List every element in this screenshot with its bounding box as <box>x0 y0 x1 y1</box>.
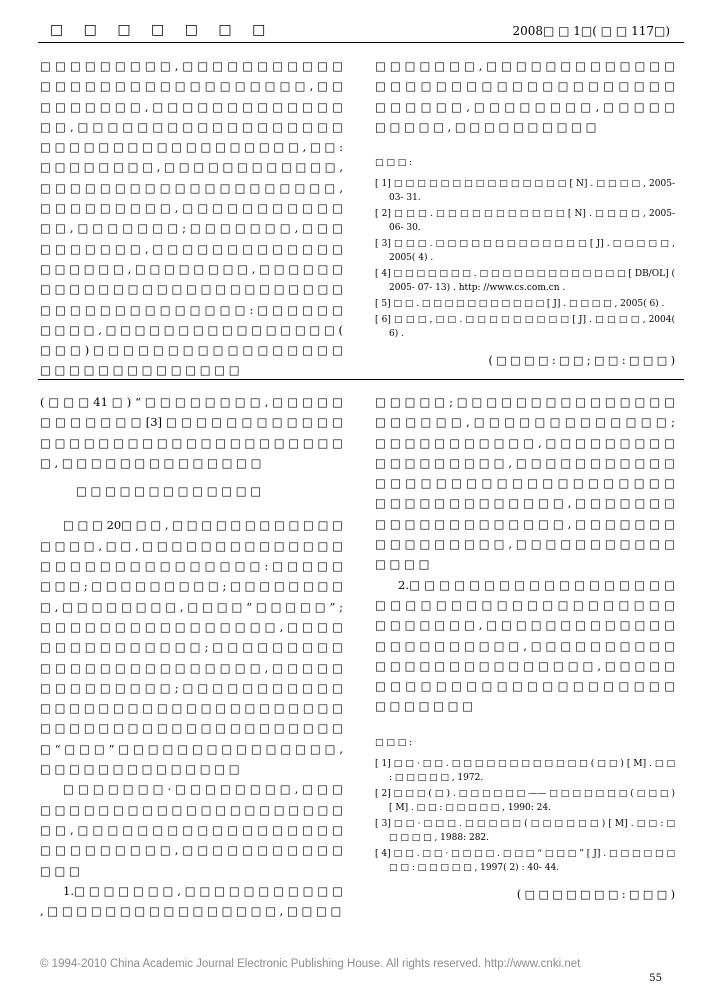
references-title: □ □ □ : <box>375 737 413 748</box>
intro-paragraph: ( □ □ □ 41 □ ) “ □ □ □ □ □ □ □ □ , □ □ □ □ □ □ □ □ □ □ □ □ [3] □ □ □ □ □ □ □ □ □ □ □ □ □ □ □ □ □ □ □ □ □ □ □ □ □ □ □ □ □ □ □ □ □ □ , □ □ □ □ □ □ □ □ □ □ □ □ □ □ <box>40 395 343 470</box>
section-heading: □ □ □ □ □ □ □ □ □ □ □ □ □ <box>76 484 262 499</box>
reference-item: [ 2] □ □ □ ( □ ) . □ □ □ □ □ □ —— □ □ □ □ □ □ □ ( □ □ □ ) [ M] . □ □ : □ □ □ □ □ , 1990: 24. <box>375 789 675 814</box>
reference-item: [ 6] □ □ □ , □ □ . □ □ □ □ □ □ □ □ □ [ J] . □ □ □ □ , 2004( 6) . <box>375 315 675 340</box>
reference-item: [ 1] □ □ □ □ □ □ □ □ □ □ □ □ □ □ □ [ N] . □ □ □ □ , 2005- 03- 31. <box>375 179 675 204</box>
reference-item: [ 3] □ □ · □ □ □ . □ □ □ □ □ ( □ □ □ □ □ □ ) [ M] . □ □ : □ □ □ □ □ , 1988: 282. <box>375 819 675 844</box>
reference-item: [ 4] □ □ . □ □ · □ □ □ □ . □ □ □ “ □ □ □ ” [ J] . □ □ □ □ □ □ □ □ : □ □ □ □ □ , 1997( 2) : 40- 44. <box>375 849 675 874</box>
reference-item: [ 3] □ □ □ . □ □ □ □ □ □ □ □ □ □ □ □ □ [ J] . □ □ □ □ □ , 2005( 4) . <box>375 239 675 264</box>
body-paragraph: 1.□ □ □ □ □ □ □ , □ □ □ □ □ □ □ □ □ □ □ , □ □ □ □ □ □ □ □ □ □ □ □ □ □ □ □ , □ □ □ □ <box>40 883 343 919</box>
upper-left-paragraph: □ □ □ □ □ □ □ □ □ , □ □ □ □ □ □ □ □ □ □ □ □ □ □ □ □ □ □ □ □ □ □ □ □ □ □ □ □ □ , □ □ □ □ □ □ □ □ □ , □ □ □ □ □ □ □ □ □ □ □ □ □ □ □ , □ □ □ □ □ □ □ □ □ □ □ □ □ □ □ □ □ □ □ □ □ □ □ □ □ □ □ □ □ □ □ □ □ □ □ □ , □ □ : □ □ □ □ □ □ □ □ , □ □ □ □ □ □ □ □ □ □ □ □ , □ □ □ □ □ □ □ □ □ □ □ □ □ □ □ □ □ □ □ □ , □ □ □ □ □ □ □ □ □ , □ □ □ □ □ □ □ □ □ □ □ □ □ , □ □ □ □ □ □ □ ; □ □ □ □ □ □ □ , □ □ □ □ □ □ □ □ □ □ , □ □ □ □ □ □ □ □ □ □ □ □ □ □ □ □ □ □ □ , □ □ □ □ □ □ □ □ , □ □ □ □ □ □ □ □ □ □ □ □ □ □ □ □ □ □ □ □ □ □ □ □ □ □ □ □ □ □ □ □ □ □ □ □ □ □ □ □ □ : □ □ □ □ □ □ □ □ □ □ , □ □ □ □ □ □ □ □ □ □ □ □ □ □ □ □ ( □ □ □ ) □ □ □ □ □ □ □ □ □ □ □ □ □ □ □ □ □ □ □ □ □ □ □ □ □ □ □ □ □ □ □ <box>40 59 343 378</box>
article-divider <box>38 379 684 380</box>
editor-note: ( □ □ □ □ : □ □ ; □ □ : □ □ □ ) <box>488 354 675 368</box>
journal-title: □ □ □ □ □ □ □ <box>50 22 274 38</box>
reference-item: [ 4] □ □ □ □ □ □ □ . □ □ □ □ □ □ □ □ □ □ □ □ □ [ DB/OL] ( 2005- 07- 13) . http: //www.cs.com.cn . <box>375 269 675 294</box>
page-number: 55 <box>649 973 662 984</box>
upper-left-column <box>40 56 343 381</box>
references-title: □ □ □ : <box>375 158 413 169</box>
body-paragraph: □ □ □ □ □ □ □ · □ □ □ □ □ □ □ □ , □ □ □ □ □ □ □ □ □ □ □ □ □ □ □ □ □ □ □ □ □ □ □ □ □ □ , □ □ □ □ □ □ □ □ □ □ □ □ □ □ □ □ □ □ □ □ □ □ □ □ □ □ □ , □ □ □ □ □ □ □ □ □ □ □ □ □ □ <box>40 782 343 878</box>
upper-right-paragraph: □ □ □ □ □ □ □ , □ □ □ □ □ □ □ □ □ □ □ □ □ □ □ □ □ □ □ □ □ □ □ □ □ □ □ □ □ □ □ □ □ □ □ □ □ □ □ , □ □ □ □ □ □ □ □ , □ □ □ □ □ □ □ □ □ □ , □ □ □ □ □ □ □ □ □ □ <box>375 59 675 134</box>
body-paragraph: □ □ □ □ □ ; □ □ □ □ □ □ □ □ □ □ □ □ □ □ □ □ □ □ □ □ □ , □ □ □ □ □ □ □ □ □ □ □ □ □ ; □ □ □ □ □ □ □ □ □ □ □ , □ □ □ □ □ □ □ □ □ □ □ □ □ □ □ □ □ □ , □ □ □ □ □ □ □ □ □ □ □ □ □ □ □ □ □ □ □ □ □ □ □ □ □ □ □ □ □ □ □ □ □ □ □ □ □ □ □ □ □ □ □ □ , □ □ □ □ □ □ □ □ □ □ □ □ □ □ □ □ □ □ □ □ , □ □ □ □ □ □ □ □ □ □ □ □ □ □ □ □ , □ □ □ □ □ □ □ □ □ □ □ □ □ □ □ <box>375 395 675 572</box>
reference-item: [ 1] □ □ · □ □ . □ □ □ □ □ □ □ □ □ □ □ □ ( □ □ ) [ M] . □ □ : □ □ □ □ □ , 1972. <box>375 759 675 784</box>
lower-right-column <box>375 392 675 905</box>
reference-item: [ 5] □ □ . □ □ □ □ □ □ □ □ □ □ □ [ J] . □ □ □ □ , 2005( 6) . <box>375 299 665 310</box>
upper-right-column <box>375 56 675 372</box>
editor-note: ( □ □ □ □ □ □ □ : □ □ □ ) <box>516 888 675 902</box>
copyright-footer: © 1994-2010 China Academic Journal Electronic Publishing House. All rights reserved. http://www.cnki.net <box>40 958 581 970</box>
body-paragraph: 2.□ □ □ □ □ □ □ □ □ □ □ □ □ □ □ □ □ □ □ □ □ □ □ □ □ □ □ □ □ □ □ □ □ □ □ □ □ □ □ □ □ □ □ □ □ , □ □ □ □ □ □ □ □ □ □ □ □ □ □ □ □ □ □ □ □ □ □ □ , □ □ □ □ □ □ □ □ □ □ □ □ □ □ □ □ □ □ □ □ □ □ □ □ □ , □ □ □ □ □ □ □ □ □ □ □ □ □ □ □ □ □ □ □ □ □ □ □ □ □ □ □ □ □ □ □ □ <box>375 577 675 714</box>
issue-info: 2008□ □ 1□( □ □ 117□) <box>512 24 670 38</box>
lower-left-column <box>40 392 343 921</box>
header-rule <box>38 42 684 43</box>
reference-item: [ 2] □ □ □ . □ □ □ □ □ □ □ □ □ □ □ [ N] . □ □ □ □ , 2005- 06- 30. <box>375 209 675 234</box>
body-paragraph: □ □ □ 20□ □ □ , □ □ □ □ □ □ □ □ □ □ □ □ □ □ □ □ , □ □ , □ □ □ □ □ □ □ □ □ □ □ □ □ □ □ □ □ □ □ □ □ □ □ □ □ □ □ □ □ : □ □ □ □ □ □ □ □ ; □ □ □ □ □ □ □ □ □ ; □ □ □ □ □ □ □ □ □ , □ □ □ □ □ □ □ □ , □ □ □ □ “ □ □ □ □ □ ” ; □ □ □ □ □ □ □ □ □ □ □ □ □ □ □ □ , □ □ □ □ □ □ □ □ □ □ □ □ □ □ □ ; □ □ □ □ □ □ □ □ □ □ □ □ □ □ □ □ □ □ □ □ □ □ □ □ , □ □ □ □ □ □ □ □ □ □ □ □ □ □ ; □ □ □ □ □ □ □ □ □ □ □ □ □ □ □ □ □ □ □ □ □ □ □ □ □ □ □ □ □ □ □ □ □ □ □ □ □ □ □ □ □ □ □ □ □ □ □ □ □ □ □ □ □ □ “ □ □ □ ” □ □ □ □ □ □ □ □ □ □ □ □ □ □ □ , □ □ □ □ □ □ □ □ □ □ □ □ □ □ <box>40 518 343 777</box>
